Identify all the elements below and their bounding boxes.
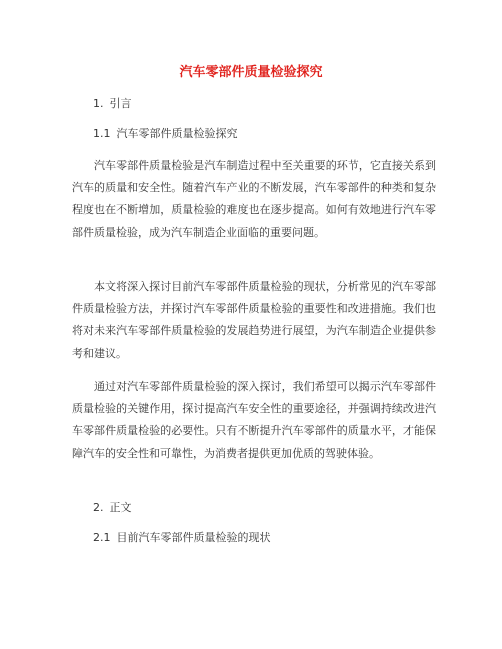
subsection-heading-1-1 [93, 125, 238, 143]
section-number: 1. [93, 97, 104, 110]
document-title: 汽车零部件质量检验探究 [179, 65, 323, 80]
section-number: 1.1 [93, 127, 111, 140]
section-heading-main-body [93, 499, 132, 517]
section-title: 汽车零部件质量检验探究 [116, 127, 238, 140]
paragraph-3: 通过对汽车零部件质量检验的深入探讨，我们希望可以揭示汽车零部件质量检验的关键作用，探讨提高汽车安全性的重要途径，并强调持续改进汽车零部件质量检验的必要性。只有不断提升汽车零部件的质量水平，才能保障汽车的安全性和可靠性，为消费者提供更加优质的驾驶体验。 [72, 380, 436, 460]
paragraph-2: 本文将深入探讨目前汽车零部件质量检验的现状，分析常见的汽车零部件质量检验方法，并探讨汽车零部件质量检验的重要性和改进措施。我们也将对未来汽车零部件质量检验的发展趋势进行展望，为汽车制造企业提供参考和建议。 [72, 280, 436, 360]
section-title: 目前汽车零部件质量检验的现状 [116, 531, 271, 544]
subsection-heading-2-1 [93, 529, 271, 547]
paragraph-1: 汽车零部件质量检验是汽车制造过程中至关重要的环节，它直接关系到汽车的质量和安全性。随着汽车产业的不断发展，汽车零部件的种类和复杂程度也在不断增加，质量检验的难度也在逐步提高。如何有效地进行汽车零部件质量检验，成为汽车制造企业面临的重要问题。 [72, 159, 436, 239]
section-title: 正文 [109, 501, 132, 514]
section-number: 2. [93, 501, 104, 514]
section-number: 2.1 [93, 531, 111, 544]
section-title: 引言 [109, 97, 132, 110]
section-heading-introduction [93, 95, 132, 113]
